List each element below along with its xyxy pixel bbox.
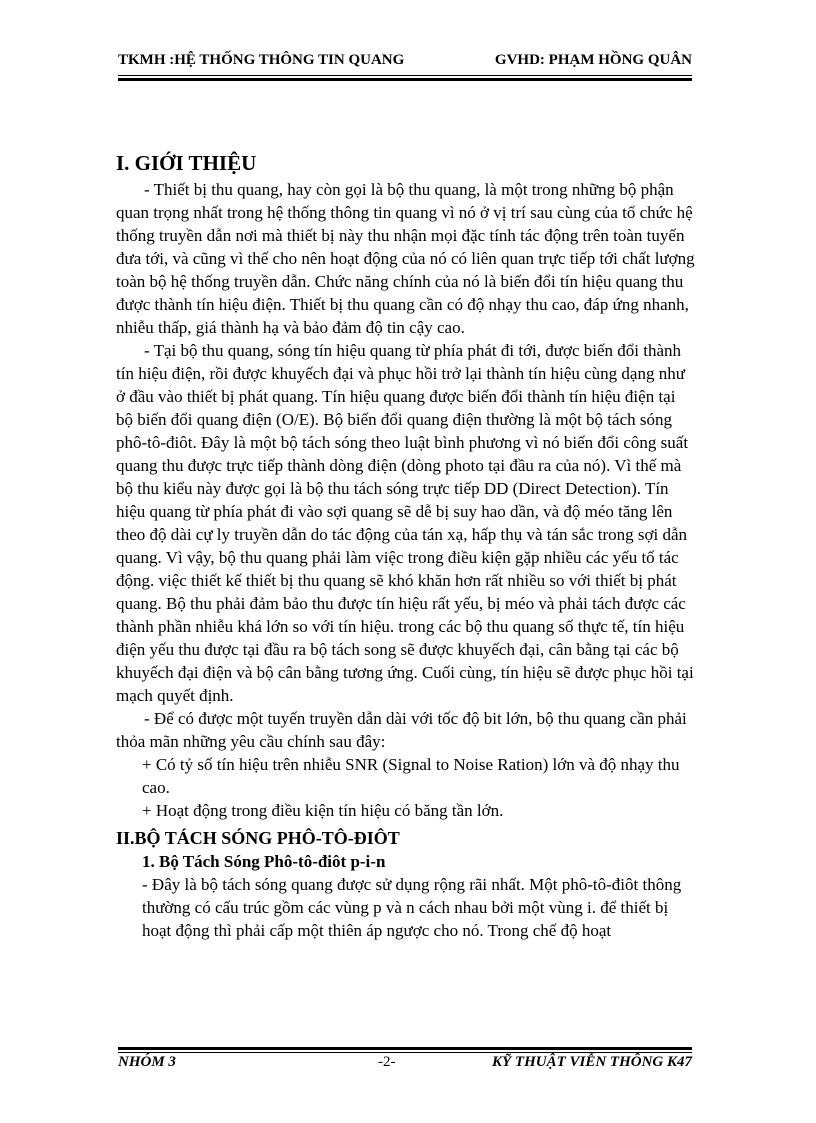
footer-class: KỸ THUẬT VIỄN THÔNG K47 bbox=[491, 1054, 692, 1070]
footer-group: NHÓM 3 bbox=[118, 1054, 176, 1070]
header-divider-thick bbox=[118, 78, 692, 81]
requirement-item-2: + Hoạt động trong điều kiện tín hiệu có băng tần lớn. bbox=[142, 801, 504, 820]
paragraph-intro-2: - Tại bộ thu quang, sóng tín hiệu quang từ phía phát đi tới, được biến đổi thành tín hiệu điện, rồi được khuyếch đại và phục hồi trở lại thành tín hiệu cùng dạng như ở đầu vào thiết bị phát quang. Tín hiệu quang được biến đổi thành tín hiệu điện tại bộ biến đổi quang điện (O/E). Bộ biến đổi quang điện thường là một bộ tách sóng phô-tô-điôt. Đây là một bộ tách sóng theo luật bình phương vì nó biến đổi công suất quang thu được trực tiếp thành dòng điện (dòng photo tại đầu ra của nó). Vì thế mà bộ thu kiểu này được gọi là bộ thu tách sóng trực tiếp DD (Direct Detection). Tín hiệu quang từ phía phát đi vào sợi quang sẽ dễ bị suy hao dần, và độ méo tăng lên theo độ dài cự ly truyền dẫn do tác động của tán xạ, hấp thụ và tán sắc trong sợi dẫn quang. Vì vậy, bộ thu quang phải làm việc trong điều kiện gặp nhiều các yếu tố tác động. việc thiết kế thiết bị thu quang sẽ khó khăn hơn rất nhiều so với thiết bị phát quang. Bộ thu phải đảm bảo thu được tín hiệu rất yếu, bị méo và phải tách được các thành phần nhiễu khá lớn so với tín hiệu. trong các bộ thu quang số thực tế, tín hiệu điện yếu thu được tại đầu ra bộ tách song sẽ được khuyếch đại, cân bằng tại các bộ khuyếch đại điện và bộ cân bằng tương ứng. Cuối cùng, tín hiệu sẽ được phục hồi tại mạch quyết định. bbox=[116, 341, 694, 705]
paragraph-pin-1: - Đây là bộ tách sóng quang được sử dụng rộng rãi nhất. Một phô-tô-điôt thông thường có cấu trúc gồm các vùng p và n cách nhau bởi một vùng i. để thiết bị hoạt động thì phải cấp một thiên áp ngược cho nó. Trong chế độ hoạt bbox=[142, 875, 682, 940]
requirement-item-1: + Có tỷ số tín hiệu trên nhiễu SNR (Signal to Noise Ration) lớn và độ nhạy thu cao. bbox=[142, 755, 680, 797]
footer-divider-thick bbox=[118, 1047, 692, 1050]
page-header bbox=[118, 52, 692, 76]
paragraph-intro-3: - Để có được một tuyến truyền dẫn dài với tốc độ bit lớn, bộ thu quang cần phải thỏa mãn những yêu cầu chính sau đây: bbox=[116, 709, 687, 751]
section-1-title: I. GIỚI THIỆU bbox=[116, 151, 257, 175]
header-course-title: TKMH :HỆ THỐNG THÔNG TIN QUANG bbox=[118, 52, 405, 68]
header-instructor: GVHD: PHẠM HỒNG QUÂN bbox=[494, 52, 692, 68]
subsection-2-1-title: 1. Bộ Tách Sóng Phô-tô-điôt p-i-n bbox=[142, 852, 386, 871]
footer-divider-thin bbox=[118, 1052, 692, 1053]
document-body bbox=[116, 150, 696, 942]
paragraph-intro-1: - Thiết bị thu quang, hay còn gọi là bộ thu quang, là một trong những bộ phận quan trọng nhất trong hệ thống thông tin quang vì nó ở vị trí sau cùng của tổ chức hệ thống truyền dẫn nơi mà thiết bị này thu nhận mọi đặc tính tác động trên toàn tuyến đưa tới, và cũng vì thế cho nên hoạt động của nó có liên quan trực tiếp tới chất lượng toàn bộ hệ thống truyền dẫn. Chức năng chính của nó là biến đổi tín hiệu quang thu được thành tín hiệu điện. Thiết bị thu quang cần có độ nhạy thu cao, đáp ứng nhanh, nhiễu thấp, giá thành hạ và bảo đảm độ tin cậy cao. bbox=[116, 180, 695, 337]
header-divider-thin bbox=[118, 75, 692, 76]
page-number: -2- bbox=[378, 1054, 396, 1070]
page-footer bbox=[118, 1054, 692, 1076]
section-2-title: II.BỘ TÁCH SÓNG PHÔ-TÔ-ĐIÔT bbox=[116, 828, 400, 848]
